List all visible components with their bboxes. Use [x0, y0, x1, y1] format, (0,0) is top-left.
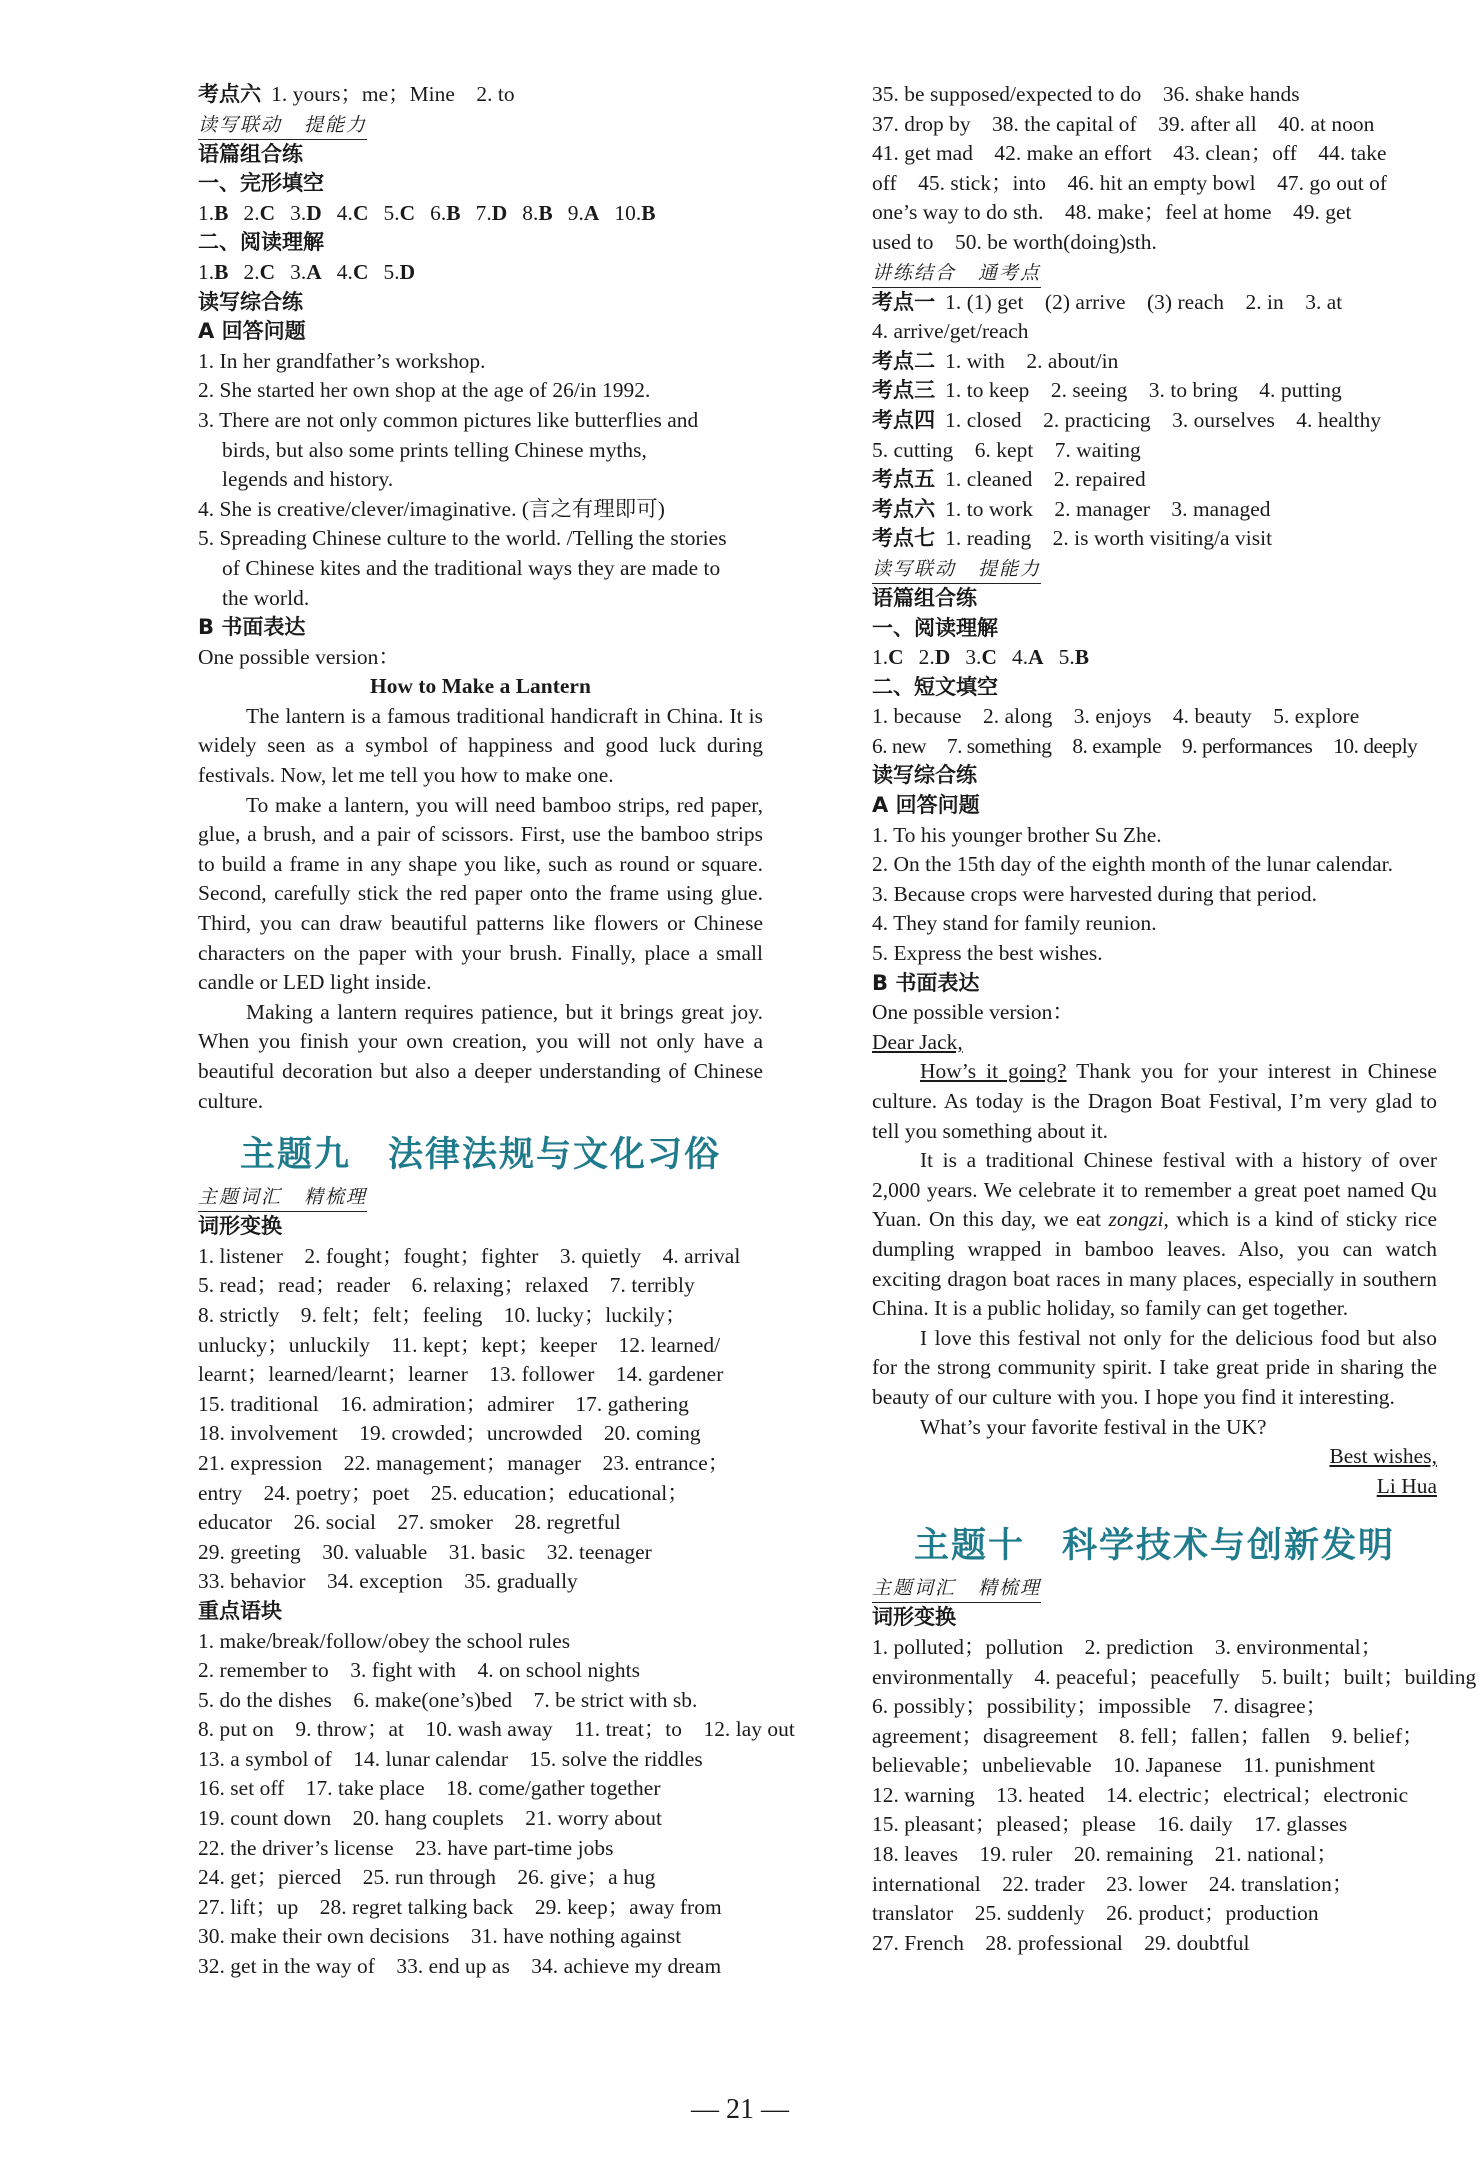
letter-paragraph: How’s it going? Thank you for your interest in Chinese culture. As today is the Dragon Boat Festival, I’m very glad to tell you something about it. [872, 1059, 1437, 1143]
letter-signature: Li Hua [1376, 1473, 1437, 1498]
kaodian-line: 考点五 1. cleaned 2. repaired [872, 467, 1146, 492]
heading-duxie-zonghe: 读写综合练 [198, 289, 303, 314]
heading-key-phrases: 重点语块 [198, 1598, 282, 1623]
phrase-line: 30. make their own decisions 31. have nothing against [198, 1924, 682, 1949]
answer-item: 10.B [614, 200, 656, 225]
section-banner-cihui: 主题词汇 精梳理 [198, 1182, 763, 1212]
word-forms-line: 6. possibly；possibility；impossible 7. disagree； [872, 1694, 1328, 1719]
word-forms-line: 18. involvement 19. crowded；uncrowded 20. coming [198, 1421, 701, 1446]
answer-item: 2.C [243, 259, 276, 284]
heading-reading: 一、阅读理解 [872, 615, 998, 640]
topic-9-title: 主题九 法律法规与文化习俗 [239, 1135, 721, 1176]
word-forms-line: 15. traditional 16. admiration；admirer 17. gathering [198, 1391, 689, 1416]
word-forms-line: 15. pleasant；pleased；please 16. daily 17. glasses [872, 1812, 1348, 1837]
left-column [198, 80, 795, 1982]
letter-greeting: Dear Jack, [872, 1029, 963, 1054]
right-column [872, 80, 1477, 1958]
phrase-line: used to 50. be worth(doing)sth. [872, 229, 1157, 254]
answer-item: 1.C [872, 645, 904, 670]
qa-line: 1. To his younger brother Su Zhe. [872, 822, 1162, 847]
answer-item: 8.B [522, 200, 553, 225]
phrase-line: 19. count down 20. hang couplets 21. worry about [198, 1806, 663, 1831]
heading-yupian: 语篇组合练 [198, 141, 303, 166]
word-forms-line: 27. French 28. professional 29. doubtful [872, 1930, 1250, 1955]
word-forms-line: 1. polluted；pollution 2. prediction 3. environmental； [872, 1634, 1383, 1659]
answer-item: 5.B [1058, 645, 1090, 670]
letter-signoff: Best wishes, [1329, 1444, 1437, 1469]
kaodian-list [872, 288, 1437, 554]
answer-item: 4.A [1011, 645, 1044, 670]
heading-answer-questions: A 回答问题 [872, 793, 980, 818]
answer-item: 4.C [336, 200, 369, 225]
phrase-line: 37. drop by 38. the capital of 39. after all 40. at noon [872, 111, 1375, 136]
answer-item: 5.D [383, 259, 416, 284]
key-phrases-list [198, 1627, 795, 1982]
qa-line: 2. On the 15th day of the eighth month of the lunar calendar. [872, 852, 1394, 877]
word-forms-line: believable；unbelievable 10. Japanese 11. punishment [872, 1753, 1376, 1778]
section-banner-duxie: 读写联动 提能力 [872, 554, 1437, 584]
qa-line: 4. She is creative/clever/imaginative. (言之有理即可) [198, 496, 665, 521]
kaodian-line: 考点四 1. closed 2. practicing 3. ourselves 4. healthy [872, 407, 1382, 432]
word-forms-line: environmentally 4. peaceful；peacefully 5. built；built；building [872, 1664, 1477, 1689]
phrase-line: one’s way to do sth. 48. make；feel at home 49. get [872, 200, 1352, 225]
phrase-line: 8. put on 9. throw；at 10. wash away 11. treat；to 12. lay out [198, 1717, 795, 1742]
qa-line: 3. There are not only common pictures like butterflies and [198, 407, 699, 432]
answer-item: 1.B [198, 259, 229, 284]
answer-item: 2.C [243, 200, 276, 225]
phrase-line: 22. the driver’s license 23. have part-time jobs [198, 1835, 614, 1860]
answer-item: 1.B [198, 200, 229, 225]
heading-writing: B 书面表达 [198, 615, 306, 640]
qa-line: legends and history. [222, 467, 394, 492]
heading-duxie-zonghe: 读写综合练 [872, 763, 977, 788]
page-number: — 21 — [691, 2094, 789, 2125]
topic-9-heading-wrap [198, 1130, 763, 1180]
answer-item: 9.A [567, 200, 600, 225]
word-forms-line: international 22. trader 23. lower 24. translation； [872, 1871, 1354, 1896]
word-forms-list [872, 1633, 1477, 1959]
heading-cloze: 一、完形填空 [198, 171, 324, 196]
qa-line: of Chinese kites and the traditional ways they are made to [222, 555, 721, 580]
kaodian-line: 考点六 1. to work 2. manager 3. managed [872, 496, 1271, 521]
essay-paragraph: Making a lantern requires patience, but it brings great joy. When you finish your own creation, you will not only have a beautiful decoration but also a deeper understanding of Chinese culture. [198, 999, 763, 1113]
answer-item: 2.D [918, 645, 951, 670]
heading-word-forms: 词形变换 [872, 1605, 956, 1630]
letter-paragraph: It is a traditional Chinese festival with a history of over 2,000 years. We celebrate it to remember a great poet named Qu Yuan. On this day, we eat zongzi, which is a kind of sticky rice dumpling wrapped in bamboo leaves. Also, you can watch exciting dragon boat races in many places, especially in southern China. It is a public holiday, so family can get together. [872, 1148, 1437, 1321]
qa-line: 5. Spreading Chinese culture to the world. /Telling the stories [198, 526, 727, 551]
reading-answers [872, 643, 1437, 673]
phrase-line: 41. get mad 42. make an effort 43. clean；off 44. take [872, 141, 1387, 166]
answer-item: 3.A [290, 259, 322, 284]
qa-line: birds, but also some prints telling Chinese myths, [222, 437, 647, 462]
word-forms-line: 8. strictly 9. felt；felt；feeling 10. lucky；luckily； [198, 1302, 687, 1327]
heading-answer-questions: A 回答问题 [198, 319, 306, 344]
word-forms-line: educator 26. social 27. smoker 28. regretful [198, 1510, 621, 1535]
word-forms-line: entry 24. poetry；poet 25. education；educational； [198, 1480, 689, 1505]
word-forms-line: 21. expression 22. management；manager 23. entrance； [198, 1450, 730, 1475]
qa-line: the world. [222, 585, 310, 610]
kaodian-line: 考点七 1. reading 2. is worth visiting/a visit [872, 526, 1273, 551]
one-possible-version: One possible version： [872, 1000, 1074, 1025]
answer-item: 3.D [290, 200, 322, 225]
phrase-line: 13. a symbol of 14. lunar calendar 15. solve the riddles [198, 1746, 703, 1771]
phrase-line: off 45. stick；into 46. hit an empty bowl 47. go out of [872, 170, 1388, 195]
blanks-line: 1. because 2. along 3. enjoys 4. beauty 5. explore [872, 704, 1360, 729]
word-forms-line: learnt；learned/learnt；learner 13. follower 14. gardener [198, 1362, 724, 1387]
one-possible-version: One possible version： [198, 644, 400, 669]
word-forms-line: 33. behavior 34. exception 35. gradually [198, 1569, 578, 1594]
kaodian-6-line: 考点六 1. yours；me；Mine 2. to [198, 82, 515, 106]
cloze-answers [198, 199, 763, 229]
word-forms-list [198, 1242, 763, 1597]
section-banner-jianglian: 讲练结合 通考点 [872, 258, 1437, 288]
essay-title: How to Make a Lantern [370, 674, 591, 699]
phrase-line: 1. make/break/follow/obey the school rules [198, 1628, 571, 1653]
answer-item: 4.C [336, 259, 369, 284]
qa-line: 5. Express the best wishes. [872, 941, 1103, 966]
answer-item: 5.C [383, 200, 416, 225]
answer-item: 3.C [965, 645, 997, 670]
phrase-line: 24. get；pierced 25. run through 26. give；a hug [198, 1865, 656, 1890]
phrase-line: 32. get in the way of 33. end up as 34. achieve my dream [198, 1954, 722, 1979]
qa-line: 3. Because crops were harvested during that period. [872, 881, 1318, 906]
qa-line: 4. They stand for family reunion. [872, 911, 1157, 936]
essay-paragraph: To make a lantern, you will need bamboo strips, red paper, glue, a brush, and a pair of scissors. First, use the bamboo strips to build a frame in any shape you like, such as round or square. Second, carefully stick the red paper onto the frame using glue. Third, you can draw beautiful patterns like flowers or Chinese characters on the paper with your brush. Finally, place a small candle or LED light inside. [198, 792, 763, 995]
phrase-line: 27. lift；up 28. regret talking back 29. keep；away from [198, 1894, 722, 1919]
heading-word-forms: 词形变换 [198, 1214, 282, 1239]
key-phrases-continued [872, 80, 1437, 258]
word-forms-line: unlucky；unluckily 11. kept；kept；keeper 12. learned/ [198, 1332, 721, 1357]
section-banner-duxie: 读写联动 提能力 [198, 110, 763, 140]
answer-item: 6.B [430, 200, 461, 225]
kaodian-line: 考点二 1. with 2. about/in [872, 348, 1119, 373]
blanks-line: 6. new 7. something 8. example 9. performances 10. deeply [872, 733, 1418, 758]
topic-10-heading-wrap [872, 1521, 1437, 1571]
word-forms-line: 12. warning 13. heated 14. electric；electrical；electronic [872, 1782, 1409, 1807]
word-forms-line: 5. read；read；reader 6. relaxing；relaxed 7. terribly [198, 1273, 695, 1298]
kaodian-line: 考点一 1. (1) get (2) arrive (3) reach 2. in 3. at [872, 289, 1343, 314]
heading-writing: B 书面表达 [872, 970, 980, 995]
heading-reading: 二、阅读理解 [198, 230, 324, 255]
heading-fill-blanks: 二、短文填空 [872, 674, 998, 699]
phrase-line: 16. set off 17. take place 18. come/gather together [198, 1776, 661, 1801]
phrase-line: 5. do the dishes 6. make(one’s)bed 7. be strict with sb. [198, 1687, 698, 1712]
phrase-line: 35. be supposed/expected to do 36. shake hands [872, 82, 1300, 106]
heading-yupian: 语篇组合练 [872, 585, 977, 610]
word-forms-line: agreement；disagreement 8. fell；fallen；fallen 9. belief； [872, 1723, 1424, 1748]
letter-paragraph: What’s your favorite festival in the UK? [920, 1414, 1267, 1439]
qa-line: 1. In her grandfather’s workshop. [198, 348, 486, 373]
kaodian-line: 考点三 1. to keep 2. seeing 3. to bring 4. putting [872, 378, 1342, 403]
kaodian-line: 5. cutting 6. kept 7. waiting [872, 437, 1141, 462]
essay-paragraph: The lantern is a famous traditional handicraft in China. It is widely seen as a symbol of happiness and good luck during festivals. Now, let me tell you how to make one. [198, 703, 763, 788]
letter-paragraph: I love this festival not only for the delicious food but also for the strong community spirit. I take great pride in sharing the beauty of our culture with you. I hope you find it interesting. [872, 1325, 1437, 1409]
section-banner-cihui: 主题词汇 精梳理 [872, 1573, 1437, 1603]
phrase-line: 2. remember to 3. fight with 4. on school nights [198, 1658, 641, 1683]
qa-line: 2. She started her own shop at the age of 26/in 1992. [198, 378, 651, 403]
word-forms-line: 29. greeting 30. valuable 31. basic 32. teenager [198, 1539, 652, 1564]
topic-10-title: 主题十 科学技术与创新发明 [913, 1526, 1395, 1567]
word-forms-line: translator 25. suddenly 26. product；production [872, 1901, 1319, 1926]
word-forms-line: 18. leaves 19. ruler 20. remaining 21. national； [872, 1842, 1338, 1867]
reading-answers [198, 258, 763, 288]
kaodian-line: 4. arrive/get/reach [872, 319, 1029, 344]
word-forms-line: 1. listener 2. fought；fought；fighter 3. quietly 4. arrival [198, 1243, 741, 1268]
answer-item: 7.D [475, 200, 508, 225]
